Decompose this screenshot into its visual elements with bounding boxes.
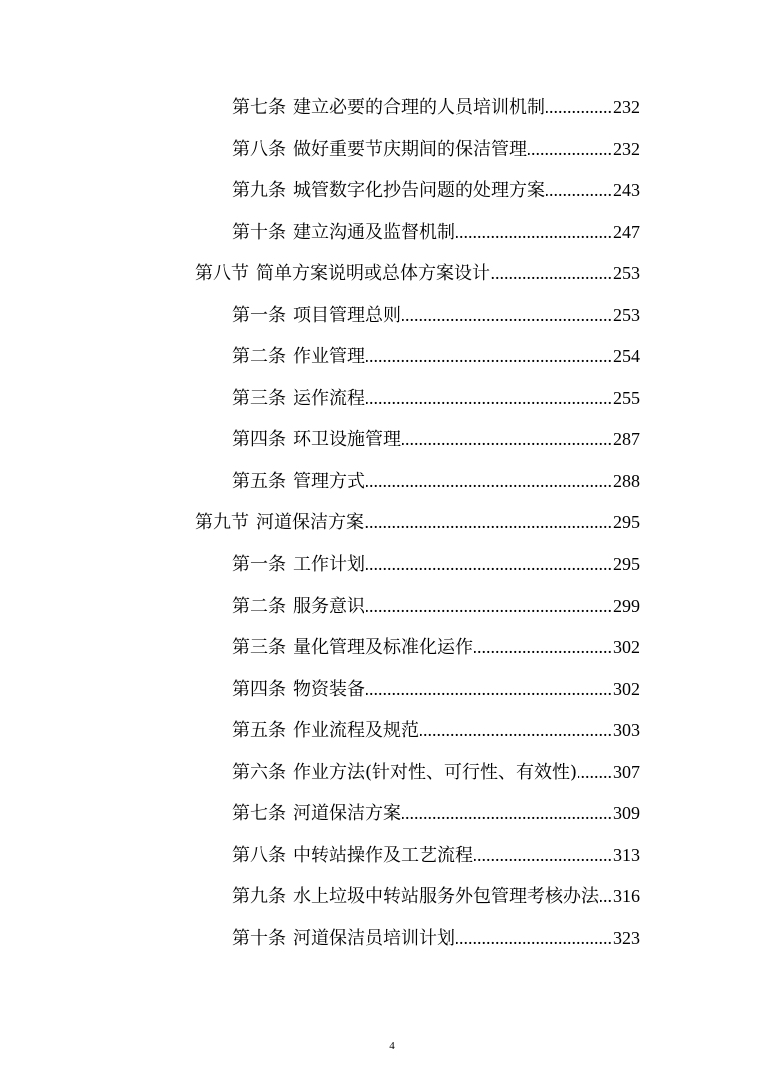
toc-entry-title: 建立沟通及监督机制 <box>293 221 455 243</box>
toc-entry-title: 项目管理总则 <box>293 304 401 326</box>
toc-entry-article[interactable] <box>232 544 640 586</box>
toc-entry-article[interactable] <box>232 129 640 171</box>
dot-leader <box>474 627 612 669</box>
toc-entry-article[interactable] <box>232 669 640 711</box>
dot-leader <box>366 669 612 711</box>
dot-leader <box>366 378 612 420</box>
toc-entry-article[interactable] <box>232 336 640 378</box>
toc-entry-article[interactable] <box>232 793 640 835</box>
toc-entry-label: 第九条 <box>232 886 286 908</box>
dot-leader <box>366 461 612 503</box>
toc-entry-label: 第七条 <box>232 97 286 118</box>
toc-entry-label: 第三条 <box>232 387 286 409</box>
toc-entry-page: 247 <box>613 221 640 242</box>
toc-entry-article[interactable] <box>232 212 640 254</box>
toc-entry-article[interactable] <box>232 710 640 752</box>
toc-entry-title: 物资装备 <box>293 678 365 700</box>
toc-entry-page: 253 <box>613 304 640 325</box>
toc-entry-title: 河道保洁方案 <box>256 512 364 534</box>
toc-entry-page: 302 <box>613 678 640 699</box>
dot-leader <box>402 419 612 461</box>
toc-entry-title: 水上垃圾中转站服务外包管理考核办法 <box>293 886 599 908</box>
toc-entry-label: 第一条 <box>232 304 286 326</box>
dot-leader <box>366 544 612 586</box>
toc-entry-title: 量化管理及标准化运作 <box>293 637 473 659</box>
toc-entry-article[interactable] <box>232 295 640 337</box>
toc-entry-label: 第九节 <box>195 512 249 534</box>
dot-leader <box>402 295 612 337</box>
toc-entry-page: 288 <box>613 470 640 491</box>
toc-entry-label: 第五条 <box>232 470 286 492</box>
toc-entry-title: 作业流程及规范 <box>293 720 419 742</box>
toc-entry-article[interactable] <box>232 627 640 669</box>
toc-entry-article[interactable] <box>232 876 640 918</box>
toc-entry-title: 建立必要的合理的人员培训机制 <box>293 97 545 118</box>
toc-entry-label: 第十条 <box>232 927 286 949</box>
toc-entry-page: 243 <box>613 180 640 201</box>
toc-entry-label: 第七条 <box>232 803 286 825</box>
toc-entry-page: 232 <box>613 138 640 159</box>
toc-entry-label: 第二条 <box>232 595 286 617</box>
toc-entry-section[interactable] <box>195 253 640 295</box>
toc-entry-label: 第八节 <box>195 263 249 285</box>
toc-entry-title: 运作流程 <box>293 387 365 409</box>
toc-entry-page: 302 <box>613 637 640 658</box>
dot-leader <box>366 586 612 628</box>
toc-entry-title: 河道保洁员培训计划 <box>293 927 455 949</box>
toc-entry-article[interactable] <box>232 752 640 794</box>
page-number: 4 <box>389 1040 395 1052</box>
dot-leader <box>456 212 612 254</box>
toc-entry-article[interactable] <box>232 87 640 129</box>
toc-entry-label: 第八条 <box>232 138 286 160</box>
toc-entry-page: 255 <box>613 387 640 408</box>
toc-entry-label: 第八条 <box>232 844 286 866</box>
toc-entry-title: 城管数字化抄告问题的处理方案 <box>293 180 545 202</box>
dot-leader <box>546 87 612 129</box>
toc-entry-page: 313 <box>613 844 640 865</box>
toc-entry-article[interactable] <box>232 461 640 503</box>
dot-leader <box>366 336 612 378</box>
toc-entry-title: 工作计划 <box>293 554 365 576</box>
toc-entry-article[interactable] <box>232 170 640 212</box>
dot-leader <box>402 793 612 835</box>
toc-entry-title: 管理方式 <box>293 470 365 492</box>
toc-entry-page: 316 <box>613 886 640 907</box>
toc-entry-label: 第十条 <box>232 221 286 243</box>
toc-entry-page: 253 <box>613 263 640 284</box>
toc-entry-section[interactable] <box>195 502 640 544</box>
dot-leader <box>365 502 612 544</box>
toc-entry-title: 服务意识 <box>293 595 365 617</box>
dot-leader <box>474 835 612 877</box>
toc-entry-page: 295 <box>613 512 640 533</box>
toc-entry-title: 作业方法(针对性、可行性、有效性) <box>293 761 578 783</box>
toc-entry-label: 第四条 <box>232 678 286 700</box>
toc-entry-label: 第三条 <box>232 637 286 659</box>
dot-leader <box>546 170 612 212</box>
toc-entry-article[interactable] <box>232 918 640 960</box>
toc-entry-title: 简单方案说明或总体方案设计 <box>256 263 490 285</box>
toc-entry-page: 232 <box>613 97 640 117</box>
toc-entry-title: 环卫设施管理 <box>293 429 401 451</box>
dot-leader <box>578 752 612 794</box>
dot-leader <box>420 710 612 752</box>
toc-entry-title: 做好重要节庆期间的保洁管理 <box>293 138 527 160</box>
toc-entry-title: 中转站操作及工艺流程 <box>293 844 473 866</box>
dot-leader <box>528 129 612 171</box>
toc-entry-label: 第五条 <box>232 720 286 742</box>
toc-entry-page: 295 <box>613 554 640 575</box>
toc-entry-title: 作业管理 <box>293 346 365 368</box>
toc-entry-article[interactable] <box>232 835 640 877</box>
toc-entry-title: 河道保洁方案 <box>293 803 401 825</box>
toc-entry-page: 254 <box>613 346 640 367</box>
toc-entry-page: 303 <box>613 720 640 741</box>
toc-entry-article[interactable] <box>232 419 640 461</box>
toc-entry-page: 287 <box>613 429 640 450</box>
toc-entry-label: 第二条 <box>232 346 286 368</box>
toc-entry-page: 323 <box>613 927 640 948</box>
toc-entry-page: 309 <box>613 803 640 824</box>
dot-leader <box>600 876 612 918</box>
toc-entry-label: 第六条 <box>232 761 286 783</box>
toc-entry-article[interactable] <box>232 378 640 420</box>
toc-entry-article[interactable] <box>232 586 640 628</box>
toc-entry-label: 第四条 <box>232 429 286 451</box>
toc-entry-page: 307 <box>613 761 640 782</box>
toc-entry-page: 299 <box>613 595 640 616</box>
toc-entry-label: 第九条 <box>232 180 286 202</box>
dot-leader <box>491 253 612 295</box>
toc-entry-label: 第一条 <box>232 554 286 576</box>
table-of-contents <box>0 87 761 959</box>
dot-leader <box>456 918 612 960</box>
